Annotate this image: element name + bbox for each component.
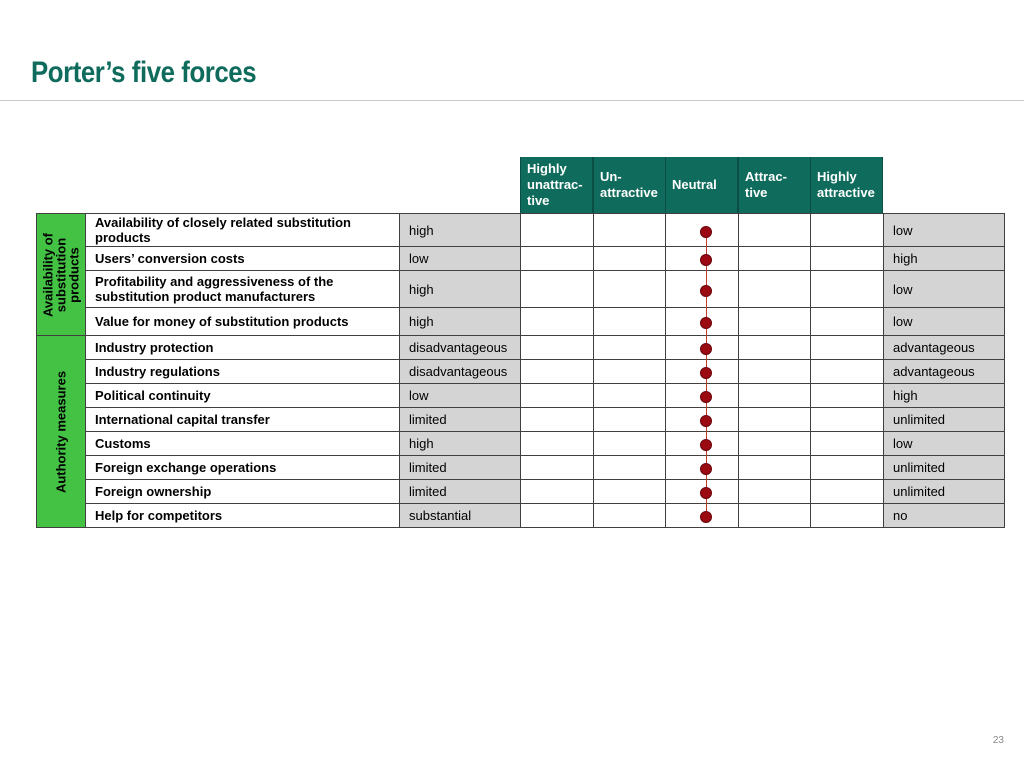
factor-name: Industry protection [85,335,399,359]
rating-marker [700,463,712,475]
scale-cell [810,503,883,527]
factor-name: Users’ conversion costs [85,246,399,270]
rating-marker [700,343,712,355]
scale-cell [520,383,593,407]
scale-cell [738,479,811,503]
factor-name: Customs [85,431,399,455]
scale-cell [738,503,811,527]
scale-cell [810,455,883,479]
scale-cell [593,407,666,431]
left-extreme-label: high [399,213,520,246]
rating-marker [700,317,712,329]
left-extreme-label: disadvantageous [399,359,520,383]
title-divider [0,100,1024,101]
left-extreme-label: limited [399,455,520,479]
right-extreme-label: unlimited [883,407,1004,431]
group-label-cell [36,335,85,528]
right-extreme-label: advantageous [883,359,1004,383]
group-label-line: Authority measures [53,370,69,493]
rating-marker [700,285,712,297]
scale-cell [738,359,811,383]
scale-cell [810,335,883,359]
scale-cell [738,213,811,246]
left-extreme-label: substantial [399,503,520,527]
scale-cell [593,246,666,270]
scale-cell [593,270,666,307]
scale-cell [593,307,666,335]
scale-cell [593,383,666,407]
right-extreme-label: low [883,431,1004,455]
scale-cell [520,307,593,335]
factor-name: Foreign exchange operations [85,455,399,479]
scale-cell [738,455,811,479]
right-extreme-label: low [883,307,1004,335]
scale-cell [738,383,811,407]
scale-cell [520,455,593,479]
left-extreme-label: disadvantageous [399,335,520,359]
rating-marker [700,254,712,266]
right-extreme-label: unlimited [883,479,1004,503]
scale-header-5: Highly attractive [810,157,883,213]
left-extreme-label: high [399,270,520,307]
factor-name: Availability of closely related substitution products [85,213,399,246]
right-extreme-label: high [883,246,1004,270]
factor-name: Industry regulations [85,359,399,383]
scale-cell [593,335,666,359]
left-extreme-label: high [399,431,520,455]
left-extreme-label: low [399,246,520,270]
group-label [42,232,81,316]
scale-cell [593,213,666,246]
left-extreme-label: low [399,383,520,407]
page-number: 23 [992,735,1004,746]
group-label [55,370,68,492]
scale-cell [738,307,811,335]
rating-marker [700,511,712,523]
factor-name: Foreign ownership [85,479,399,503]
scale-cell [593,479,666,503]
scale-cell [738,431,811,455]
scale-cell [593,359,666,383]
rating-marker [700,487,712,499]
right-extreme-label: advantageous [883,335,1004,359]
scale-cell [810,359,883,383]
slide-title: Porter’s five forces [31,56,257,89]
scale-cell [520,335,593,359]
scale-cell [738,270,811,307]
factor-name: Political continuity [85,383,399,407]
right-extreme-label: no [883,503,1004,527]
scale-cell [810,479,883,503]
factor-name: Value for money of substitution products [85,307,399,335]
scale-cell [520,503,593,527]
scale-cell [810,307,883,335]
group-label-line: products [66,246,82,303]
factor-name: Profitability and aggressiveness of the substitution product manufacturers [85,270,399,307]
group-label-line: substitution [53,237,69,312]
rating-marker [700,391,712,403]
table-bottom-border [36,527,1005,528]
scale-cell [810,213,883,246]
scale-cell [810,246,883,270]
scale-header-4: Attrac-tive [738,157,811,213]
right-extreme-label: unlimited [883,455,1004,479]
rating-marker [700,226,712,238]
scale-cell [810,270,883,307]
scale-cell [810,383,883,407]
factor-name: Help for competitors [85,503,399,527]
scale-cell [738,246,811,270]
scale-cell [593,503,666,527]
scale-cell [738,335,811,359]
right-extreme-label: low [883,213,1004,246]
scale-cell [520,479,593,503]
rating-marker [700,439,712,451]
scale-cell [738,407,811,431]
scale-cell [520,213,593,246]
scale-cell [593,431,666,455]
scale-cell [520,431,593,455]
left-extreme-label: high [399,307,520,335]
scale-header-1: Highly unattrac-tive [520,157,593,213]
scale-cell [520,270,593,307]
factor-name: International capital transfer [85,407,399,431]
left-extreme-label: limited [399,407,520,431]
right-extreme-label: high [883,383,1004,407]
scale-cell [520,246,593,270]
left-extreme-label: limited [399,479,520,503]
scale-cell [810,407,883,431]
scale-cell [520,359,593,383]
scale-header-3: Neutral [665,157,738,213]
group-label-line: Availability of [40,232,56,317]
table-right-border [1004,213,1005,528]
rating-marker [700,415,712,427]
rating-marker [700,367,712,379]
scale-cell [810,431,883,455]
right-extreme-label: low [883,270,1004,307]
scale-cell [520,407,593,431]
scale-cell [593,455,666,479]
group-label-cell [36,213,85,336]
scale-header-2: Un-attractive [593,157,666,213]
